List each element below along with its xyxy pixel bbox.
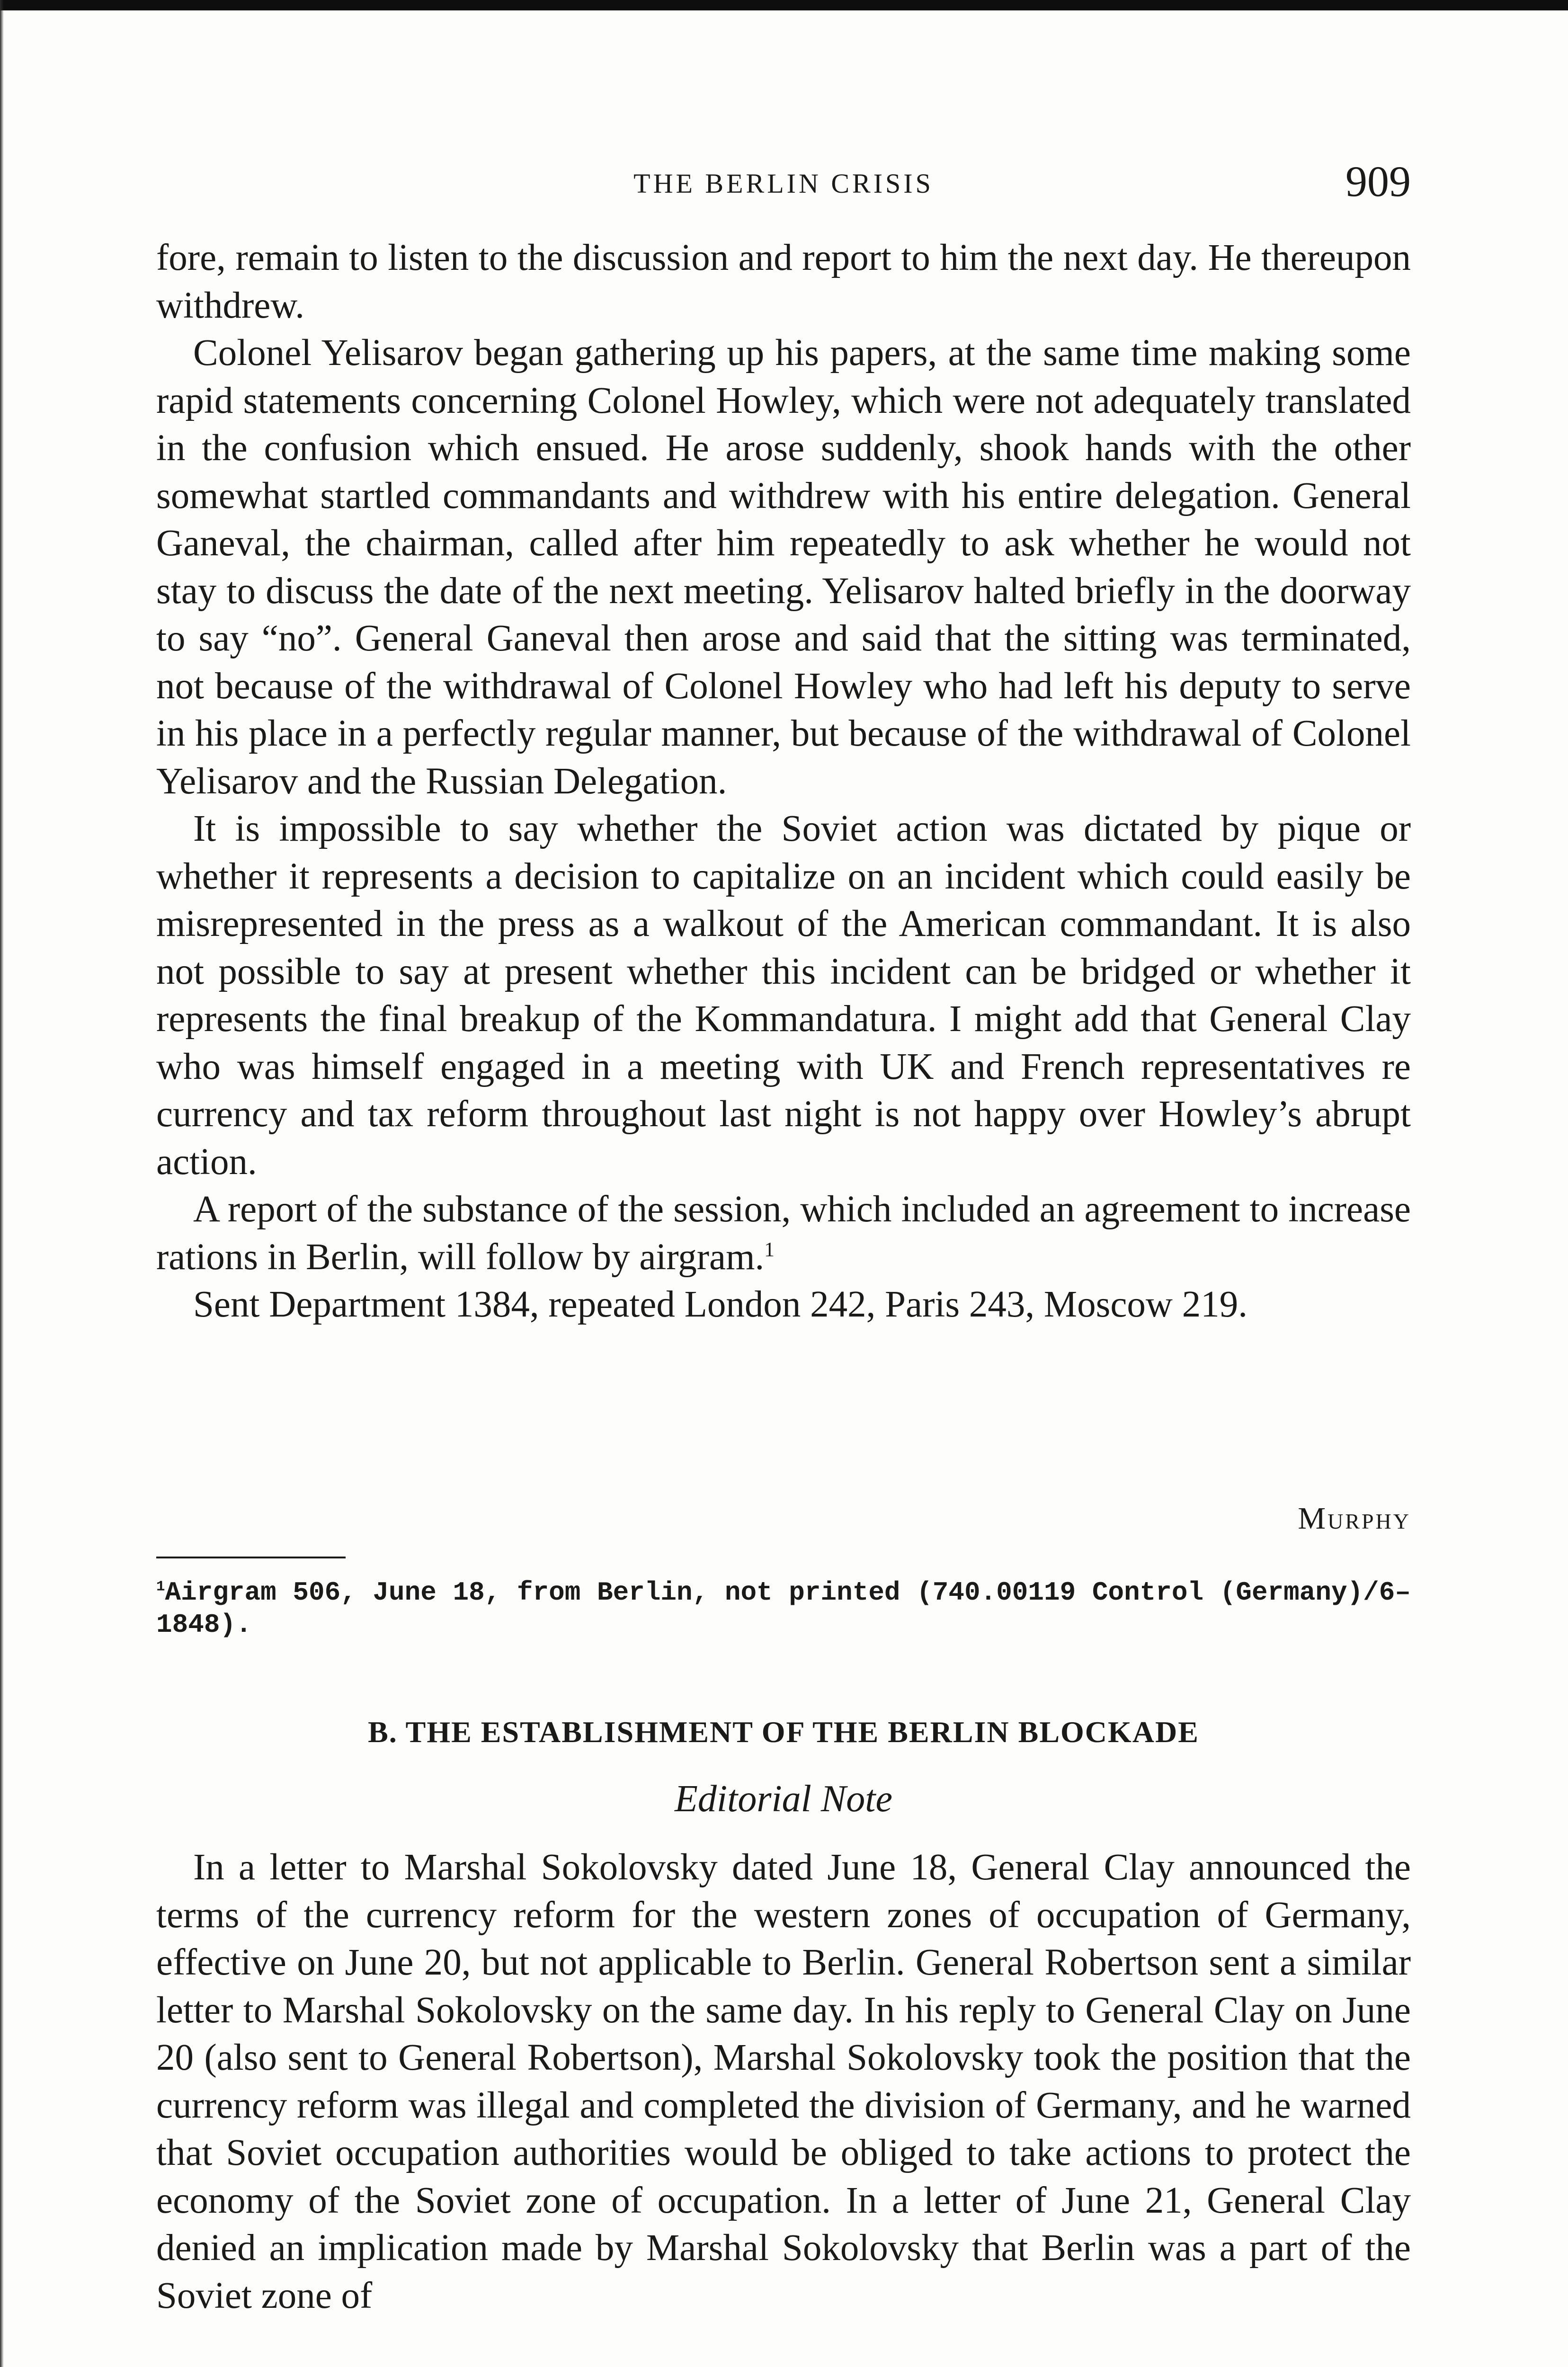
footnote-divider bbox=[156, 1557, 346, 1558]
body-text bbox=[156, 234, 1411, 1329]
running-title: THE BERLIN CRISIS bbox=[633, 168, 934, 199]
paragraph-soviet-action: It is impossible to say whether the Soviet action was dictated by pique or whether it represents a decision to capitalize on an incident which could easily be misrepresented in the press as a walkout of the American commandant. It is also not possible to say at present whether this incident can be bridged or whether it represents the final breakup of the Kommandatura. I might add that General Clay who was himself engaged in a meeting with UK and French representatives re currency and tax reform throughout last night is not happy over Howley’s abrupt action. bbox=[156, 808, 1411, 1183]
paragraph-report bbox=[156, 1186, 1411, 1281]
footnote-text: Airgram 506, June 18, from Berlin, not printed (740.00119 Control (Germany)/6–1848). bbox=[156, 1577, 1411, 1640]
paragraph-continuation: fore, remain to listen to the discussion and report to him the next day. He thereupon withdrew. bbox=[156, 237, 1411, 326]
footnote-reference: 1 bbox=[764, 1238, 775, 1261]
scan-left-edge bbox=[0, 0, 4, 2367]
editorial-note-body bbox=[156, 1844, 1411, 2320]
report-text: A report of the substance of the session, which included an agreement to increase rations in Berlin, will follow by airgram. bbox=[156, 1189, 1411, 1278]
editorial-note-title: Editorial Note bbox=[675, 1778, 892, 1820]
paragraph-yelisarov: Colonel Yelisarov began gathering up his papers, at the same time making some rapid statements concerning Colonel Howley, which were not adequately translated in the confusion which ensued. He arose suddenly, shook hands with the other somewhat startled commandants and withdrew with his entire delegation. General Ganeval, the chairman, called after him repeatedly to ask whether he would not stay to discuss the date of the next meeting. Yelisarov halted briefly in the doorway to say “no”. General Ganeval then arose and said that the sitting was terminated, not because of the withdrawal of Colonel Howley who had left his deputy to serve in his place in a perfectly regular manner, but because of the withdrawal of Colonel Yelisarov and the Russian Delegation. bbox=[156, 332, 1411, 802]
footnote bbox=[156, 1576, 1411, 1641]
section-heading: B. THE ESTABLISHMENT OF THE BERLIN BLOCKADE bbox=[368, 1715, 1199, 1749]
paragraph-distribution: Sent Department 1384, repeated London 242, Paris 243, Moscow 219. bbox=[193, 1284, 1247, 1325]
signature: Murphy bbox=[1298, 1501, 1411, 1536]
paragraph-editorial: In a letter to Marshal Sokolovsky dated June 18, General Clay announced the terms of the currency reform for the western zones of occupation of Germany, effective on June 20, but not applicable to Berlin. General Robertson sent a similar letter to Marshal Sokolovsky on the same day. In his reply to General Clay on June 20 (also sent to General Robertson), Marshal Sokolovsky took the position that the currency reform was illegal and completed the division of Germany, and he warned that Soviet occupation authorities would be obliged to take actions to protect the economy of the Soviet zone of occupation. In a letter of June 21, General Clay denied an implication made by Marshal Sokolovsky that Berlin was a part of the Soviet zone of bbox=[156, 1847, 1411, 2316]
footnote-marker: 1 bbox=[156, 1578, 165, 1595]
scan-top-edge bbox=[0, 0, 1568, 10]
page-number: 909 bbox=[1345, 157, 1411, 205]
running-header bbox=[156, 156, 1411, 208]
